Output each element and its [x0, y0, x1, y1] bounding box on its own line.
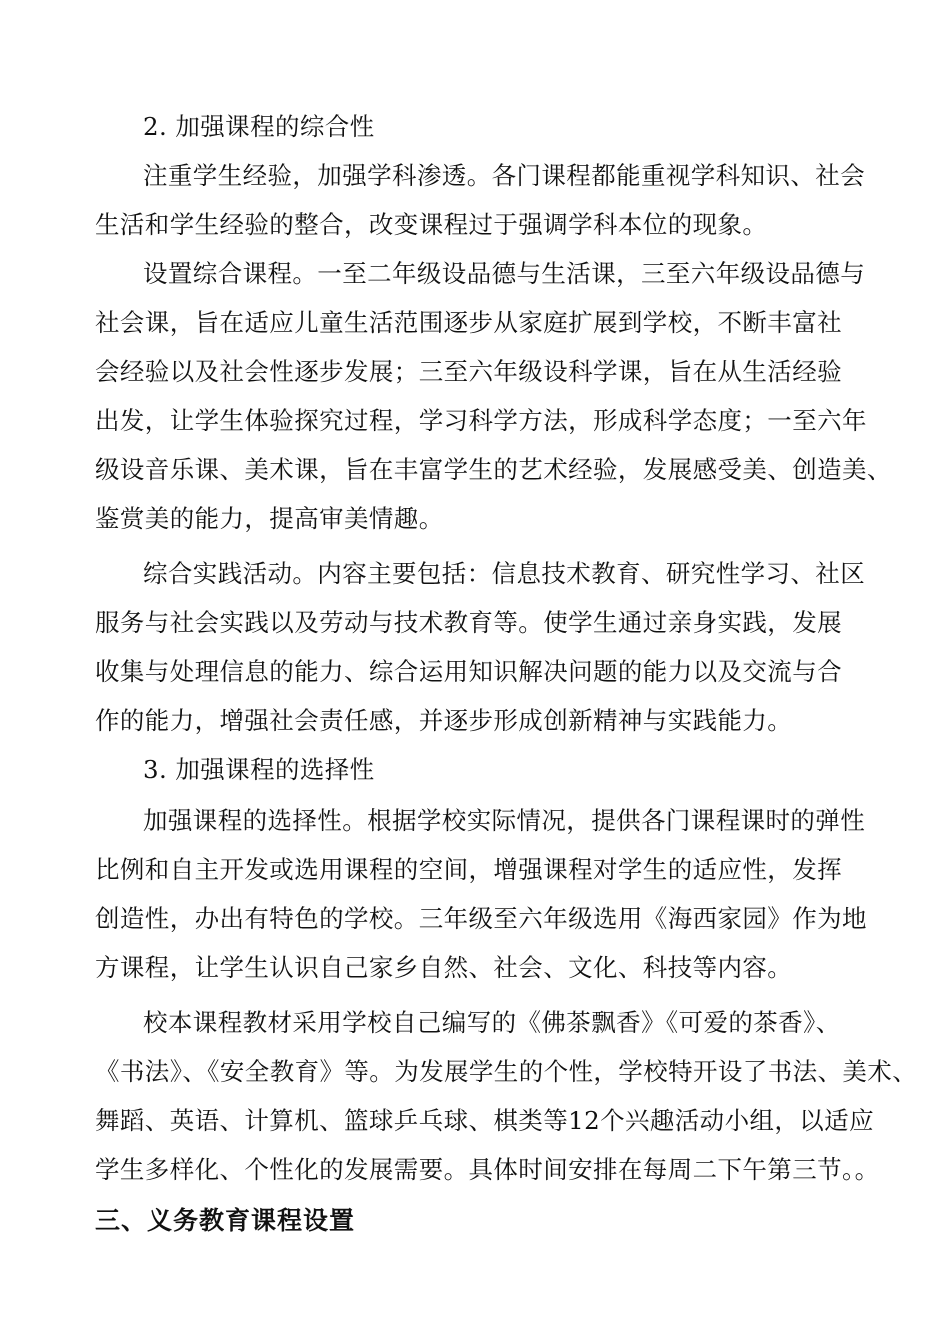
paragraph-line: 方课程，让学生认识自己家乡自然、社会、文化、科技等内容。: [95, 953, 793, 982]
paragraph-line: 收集与处理信息的能力、综合运用知识解决问题的能力以及交流与合: [95, 657, 842, 686]
paragraph-line: 校本课程教材采用学校自己编写的《佛茶飘香》《可爱的茶香》、: [143, 1008, 841, 1037]
paragraph-line: 鉴赏美的能力，提高审美情趣。: [95, 504, 444, 533]
paragraph-line: 加强课程的选择性。根据学校实际情况，提供各门课程课时的弹性: [143, 806, 866, 835]
paragraph-line: 创造性，办出有特色的学校。三年级至六年级选用《海西家园》作为地: [95, 904, 867, 933]
paragraph-line: 作的能力，增强社会责任感，并逐步形成创新精神与实践能力。: [95, 706, 793, 735]
section-heading-3: 3. 加强课程的选择性: [143, 755, 375, 784]
paragraph-line: 设置综合课程。一至二年级设品德与生活课，三至六年级设品德与: [143, 259, 866, 288]
paragraph-line: 社会课，旨在适应儿童生活范围逐步从家庭扩展到学校，不断丰富社: [95, 308, 842, 337]
paragraph-line: 会经验以及社会性逐步发展；三至六年级设科学课，旨在从生活经验: [95, 357, 842, 386]
chapter-heading: 三、义务教育课程设置: [95, 1206, 356, 1235]
paragraph-line: 舞蹈、英语、计算机、篮球乒乓球、棋类等12个兴趣活动小组，以适应: [95, 1106, 874, 1135]
paragraph-line: 注重学生经验，加强学科渗透。各门课程都能重视学科知识、社会: [143, 161, 866, 190]
paragraph-line: 生活和学生经验的整合，改变课程过于强调学科本位的现象。: [95, 210, 768, 239]
paragraph-line: 《书法》、《安全教育》等。为发展学生的个性，学校特开设了书法、美术、: [95, 1057, 918, 1086]
section-heading-2: 2. 加强课程的综合性: [143, 112, 375, 141]
paragraph-line: 级设音乐课、美术课，旨在丰富学生的艺术经验，发展感受美、创造美、: [95, 455, 892, 484]
paragraph-line: 比例和自主开发或选用课程的空间，增强课程对学生的适应性，发挥: [95, 855, 842, 884]
paragraph-line: 综合实践活动。内容主要包括：信息技术教育、研究性学习、社区: [143, 559, 866, 588]
paragraph-line: 服务与社会实践以及劳动与技术教育等。使学生通过亲身实践，发展: [95, 608, 842, 637]
paragraph-line: 出发，让学生体验探究过程，学习科学方法，形成科学态度；一至六年: [95, 406, 867, 435]
paragraph-line: 学生多样化、个性化的发展需要。具体时间安排在每周二下午第三节。。: [95, 1155, 880, 1184]
